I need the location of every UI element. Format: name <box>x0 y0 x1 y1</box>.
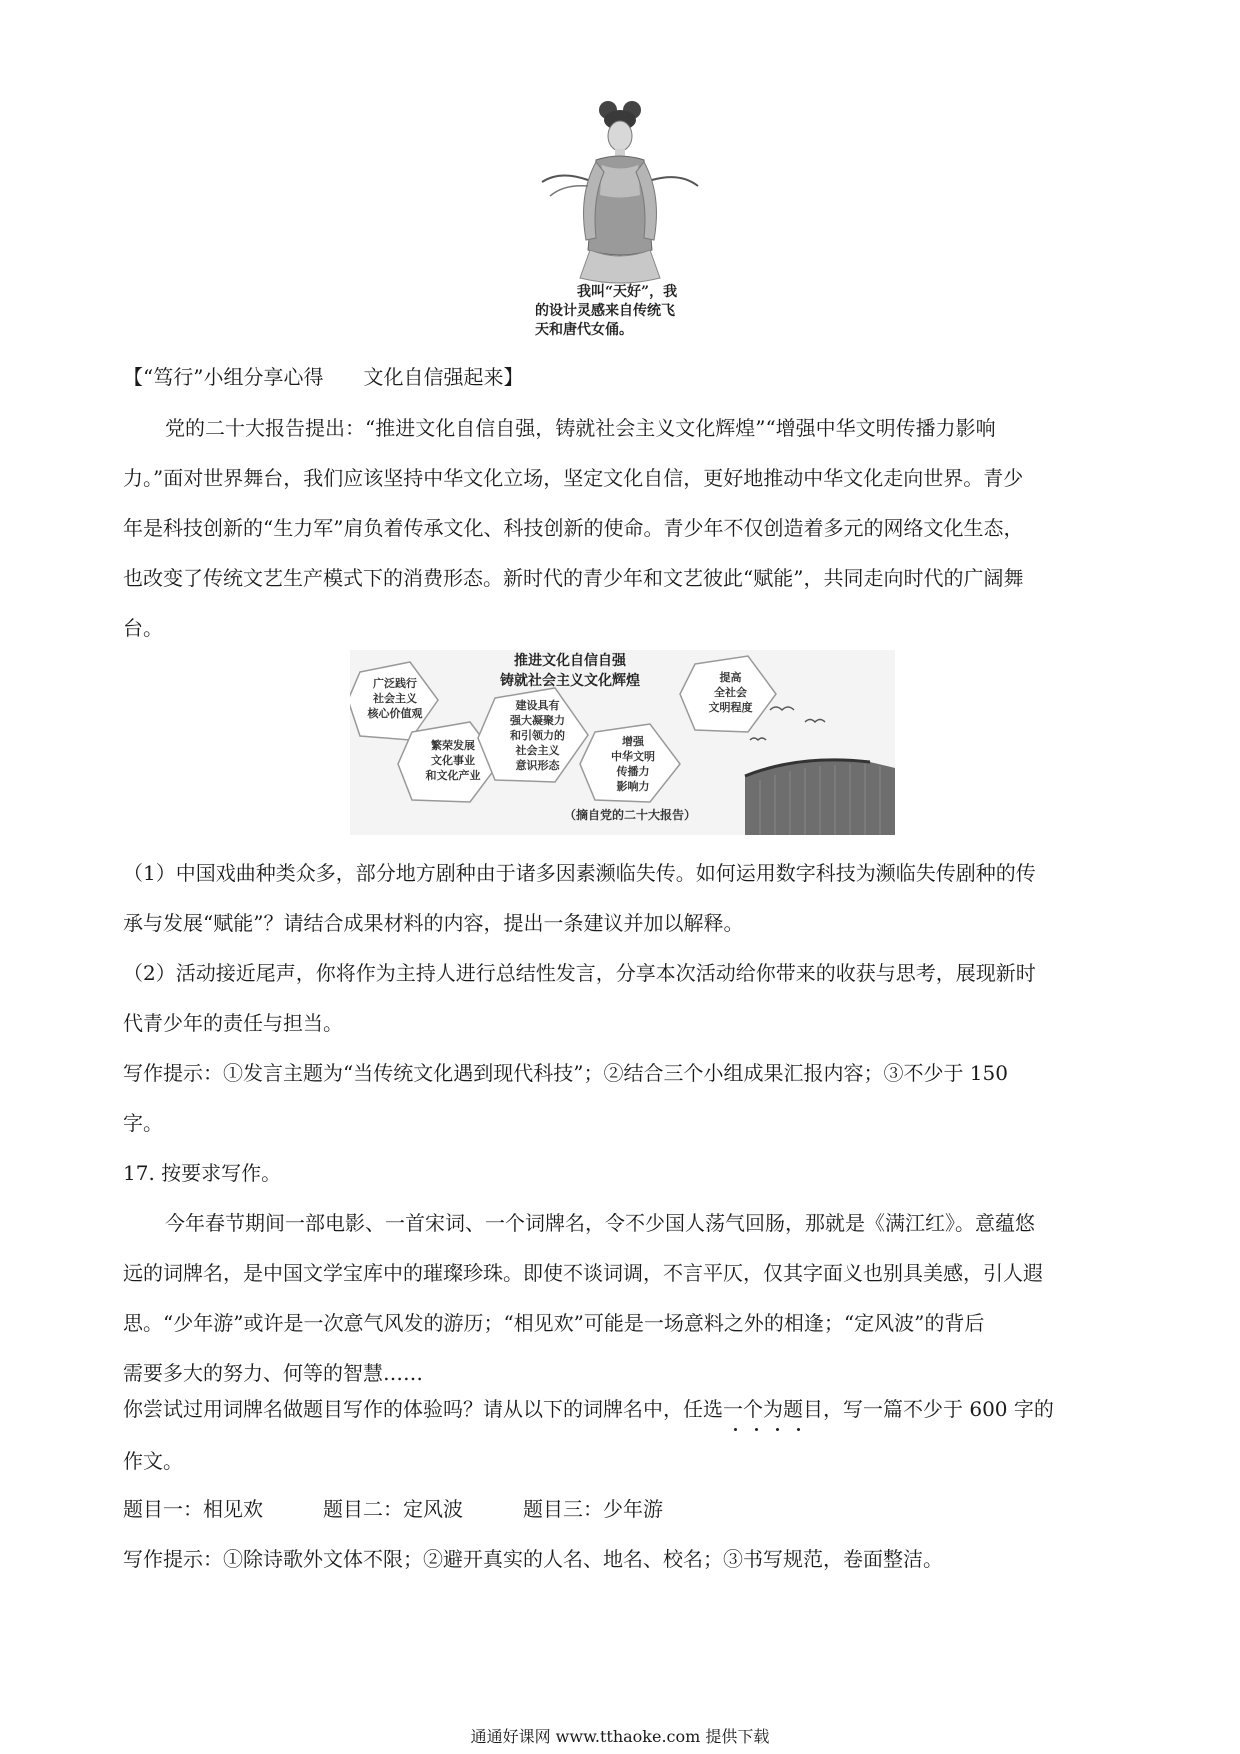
emphasis-dot <box>734 1428 737 1431</box>
question-17-paragraph-line: 需要多大的努力、何等的智慧…… <box>123 1361 423 1385</box>
tianhao-figure <box>530 100 710 345</box>
hex-label-civilization-influence <box>588 734 678 794</box>
hex-label-culture-industry <box>408 738 498 783</box>
paragraph-line: 年是科技创新的“生力军”肩负着传承文化、科技创新的使命。青少年不仅创造着多元的网络文化生态， <box>123 516 1024 540</box>
hex-text-line: 中华文明 <box>611 750 655 763</box>
figure-caption-line: 天和唐代女俑。 <box>535 322 633 338</box>
bird-icon <box>805 720 825 723</box>
emphasis-dot <box>776 1428 779 1431</box>
question-17-paragraph-line: 远的词牌名，是中国文学宝库中的璀璨珍珠。即使不谈词调，不言平仄，仅其字面义也别具美感，引人遐 <box>123 1261 1043 1285</box>
infographic-title-line: 铸就社会主义文化辉煌 <box>500 673 640 689</box>
hex-text-line: 社会主义 <box>373 692 417 705</box>
paragraph-line: 也改变了传统文艺生产模式下的消费形态。新时代的青少年和文艺彼此“赋能”，共同走向时代的广阔舞 <box>123 566 1024 590</box>
question-17-paragraph-line: 今年春节期间一部电影、一首宋词、一个词牌名，令不少国人荡气回肠，那就是《满江红》。意蕴悠 <box>165 1211 1035 1235</box>
emphasis-dot <box>797 1428 800 1431</box>
hex-text-line: 文化事业 <box>431 754 475 767</box>
hex-label-ideology <box>490 698 585 773</box>
hex-text-line: 繁荣发展 <box>431 739 475 752</box>
question-17-prompt-line: 你尝试过用词牌名做题目写作的体验吗？请从以下的词牌名中，任选一个为题目，写一篇不少于 600 字的 <box>123 1397 1054 1421</box>
hex-text-line: 提高 <box>719 671 742 684</box>
writing-tip-line: 写作提示：①发言主题为“当传统文化遇到现代科技”；②结合三个小组成果汇报内容；③不少于 150 <box>123 1061 1008 1085</box>
question-17-paragraph-line: 思。“少年游”或许是一次意气风发的游历；“相见欢”可能是一场意料之外的相逢；“定风波”的背后 <box>123 1311 985 1335</box>
hex-text-line: 全社会 <box>714 686 747 699</box>
hex-text-line: 传播力 <box>616 765 650 778</box>
question-1-line: 承与发展“赋能”？请结合成果材料的内容，提出一条建议并加以解释。 <box>123 911 744 935</box>
hex-text-line: 建设具有 <box>515 699 560 712</box>
hex-text-line: 影响力 <box>616 780 650 793</box>
report-infographic <box>350 650 895 835</box>
question-17-prompt-line: 作文。 <box>123 1449 183 1473</box>
hex-text-line: 意识形态 <box>515 759 560 772</box>
section-heading: 【“笃行”小组分享心得 文化自信强起来】 <box>123 365 524 389</box>
essay-titles: 题目一：相见欢 题目二：定风波 题目三：少年游 <box>123 1497 663 1521</box>
hex-text-line: 核心价值观 <box>367 707 423 720</box>
question-17-heading: 17. 按要求写作。 <box>123 1161 282 1185</box>
writing-tip-line: 字。 <box>123 1111 163 1135</box>
hex-text-line: 文明程度 <box>708 701 753 714</box>
infographic-title-line: 推进文化自信自强 <box>514 653 626 669</box>
writing-tip-2: 写作提示：①除诗歌外文体不限；②避开真实的人名、地名、校名；③书写规范，卷面整洁。 <box>123 1547 943 1571</box>
paragraph-line: 力。”面对世界舞台，我们应该坚持中华文化立场，坚定文化自信，更好地推动中华文化走向世界。青少 <box>123 466 1024 490</box>
paragraph-line: 党的二十大报告提出：“推进文化自信自强，铸就社会主义文化辉煌”“增强中华文明传播力影响 <box>165 416 996 440</box>
hex-text-line: 增强 <box>622 735 644 748</box>
hex-text-line: 强大凝聚力 <box>510 714 565 727</box>
paragraph-line: 台。 <box>123 616 163 640</box>
page-footer: 通通好课网 www.tthaoke.com 提供下载 <box>470 1727 770 1746</box>
hex-text-line: 社会主义 <box>515 744 560 757</box>
emphasis-dot <box>755 1428 758 1431</box>
hex-text-line: 广泛践行 <box>373 677 417 690</box>
hex-text-line: 和文化产业 <box>425 769 481 782</box>
figure-caption-line: 的设计灵感来自传统飞 <box>535 303 675 319</box>
infographic-source: （摘自党的二十大报告） <box>563 808 696 822</box>
question-2-line: （2）活动接近尾声，你将作为主持人进行总结性发言，分享本次活动给你带来的收获与思考，展现新时 <box>123 961 1036 985</box>
question-2-line: 代青少年的责任与担当。 <box>123 1011 343 1035</box>
bird-icon <box>770 707 794 710</box>
hex-label-civility <box>688 670 773 715</box>
bird-icon <box>750 738 766 740</box>
figure-caption-line: 我叫“天好”，我 <box>577 284 678 300</box>
hex-text-line: 和引领力的 <box>510 729 565 742</box>
hex-label-values <box>355 676 435 721</box>
question-1-line: （1）中国戏曲种类众多，部分地方剧种由于诸多因素濒临失传。如何运用数字科技为濒临失传剧种的传 <box>123 861 1036 885</box>
